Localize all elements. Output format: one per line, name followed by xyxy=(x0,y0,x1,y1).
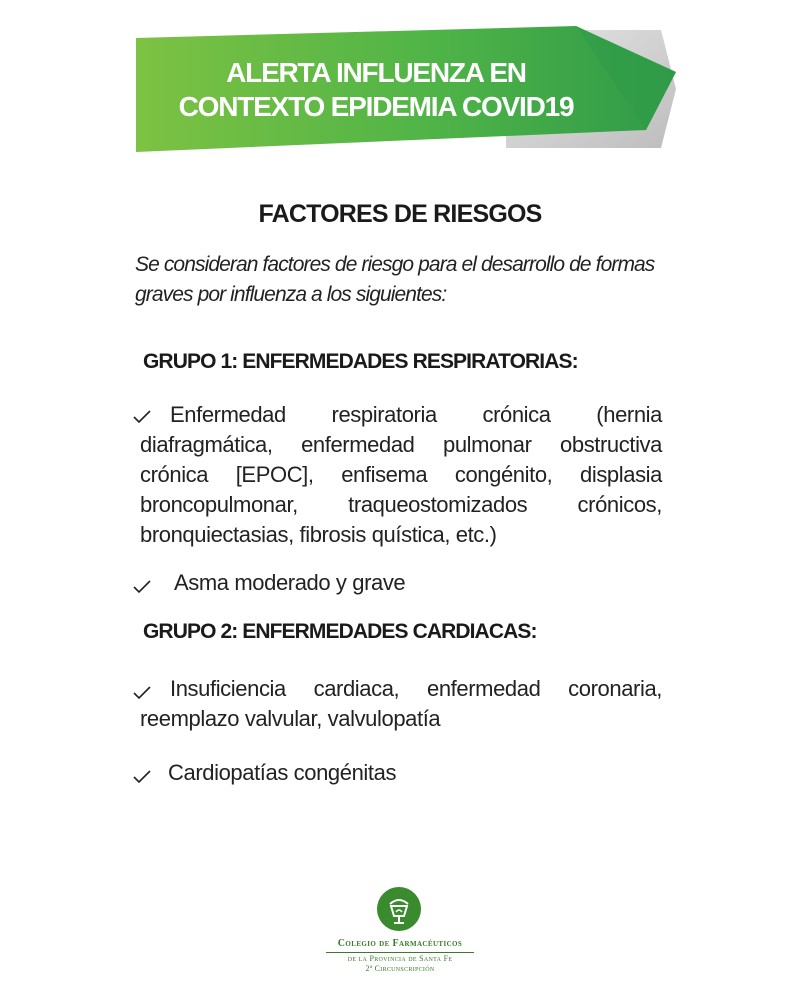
college-logo xyxy=(320,880,480,980)
group-2-item-2: Cardiopatías congénitas xyxy=(168,760,397,785)
checkmark-icon xyxy=(133,770,151,784)
college-name: Colegio de Farmacéuticos xyxy=(337,938,463,949)
banner-title-line-2: CONTEXTO EPIDEMIA COVID19 xyxy=(178,91,574,122)
banner-title xyxy=(136,56,616,124)
college-circumscription: 2ª Circunscripción xyxy=(365,964,435,973)
college-province: de la Provincia de Santa Fe xyxy=(347,954,453,963)
group-2-item-1: Insuficiencia cardiaca, enfermedad coronaria, reemplazo valvular, valvulopatía xyxy=(140,676,662,731)
title-banner xyxy=(136,26,676,152)
banner-title-line-1: ALERTA INFLUENZA EN xyxy=(226,57,526,88)
intro-text: Se consideran factores de riesgo para el desarrollo de formas graves por influenza a los siguientes: xyxy=(135,253,655,306)
group-1-item-2: Asma moderado y grave xyxy=(174,570,406,595)
group-1-item-1: Enfermedad respiratoria crónica (hernia diafragmática, enfermedad pulmonar obstructiva crónica [EPOC], enfisema congénito, displasia broncopulmonar, traqueostomizados crónicos, bronquiectasias, fibrosis quística, etc.) xyxy=(140,402,662,547)
logo-divider xyxy=(326,952,474,953)
section-title: FACTORES DE RIESGOS xyxy=(258,200,542,228)
group-2-heading: GRUPO 2: ENFERMEDADES CARDIACAS: xyxy=(143,620,537,643)
pharmacy-emblem-icon xyxy=(376,886,422,932)
group-1-heading: GRUPO 1: ENFERMEDADES RESPIRATORIAS: xyxy=(143,350,578,373)
checkmark-icon xyxy=(133,580,151,594)
